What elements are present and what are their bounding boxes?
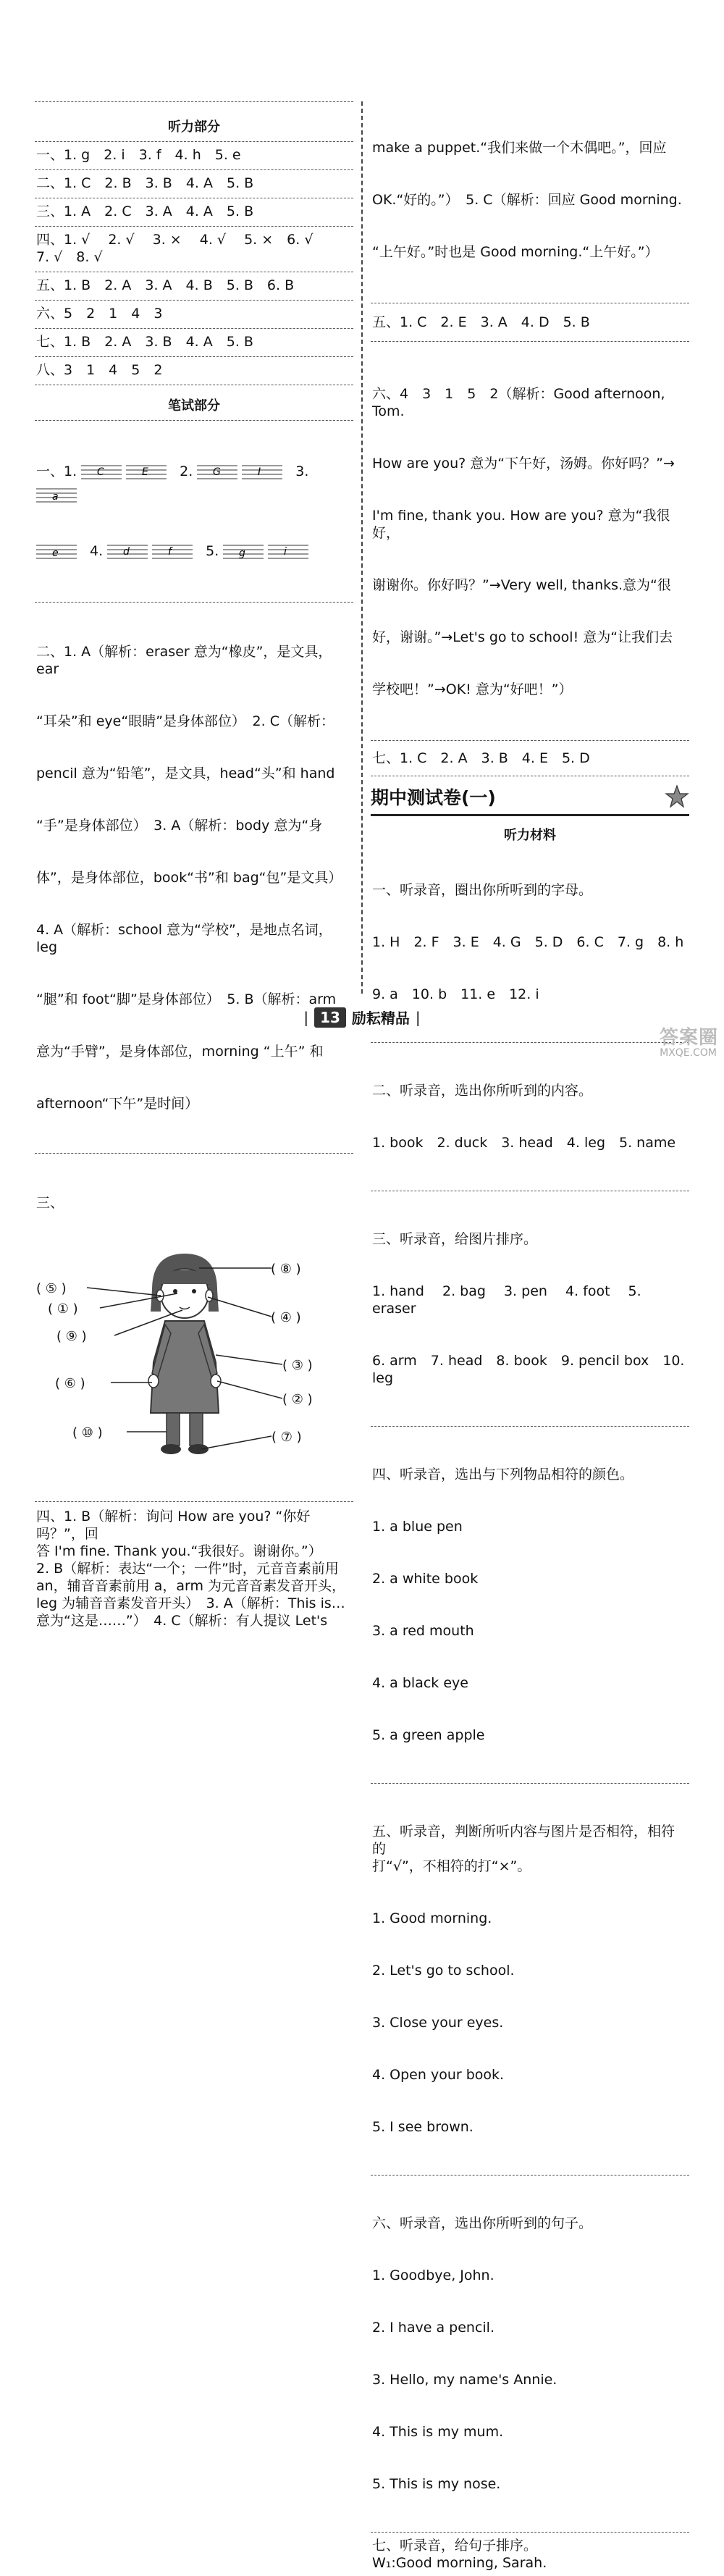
answer-line: leg 为辅音音素发音开头） 3. A（解析：This is…	[36, 1595, 345, 1611]
material-section	[371, 2533, 689, 2576]
answer-row: 七、1. B 2. A 3. B 4. A 5. B	[35, 329, 353, 357]
answer-line: 好，谢谢。”→Let's go to school! 意为“让我们去	[372, 629, 673, 645]
listening-title: 听力部分	[168, 119, 220, 135]
section-line: 1. book 2. duck 3. head 4. leg 5. name	[372, 1135, 676, 1151]
figure-label: ( ⑩ )	[72, 1425, 103, 1440]
answer-line: I'm fine, thank you. How are you? 意为“我很好，	[372, 508, 670, 541]
answer-row: 四、1. √ 2. √ 3. × 4. √ 5. × 6. √ 7. √ 8. √	[35, 227, 353, 272]
exam-title-bar	[371, 776, 689, 816]
column-divider	[361, 101, 363, 994]
figure-label: ( ⑤ )	[36, 1281, 67, 1296]
four-line-grid	[242, 463, 282, 480]
answer-line: How are you? 意为“下午好，汤姆。你好吗？”→	[372, 456, 675, 471]
material-section	[371, 1784, 689, 2176]
four-line-grid	[268, 542, 308, 560]
grid-letter: e	[52, 547, 59, 559]
section-heading: 二、听录音，选出你所听到的内容。	[372, 1083, 593, 1099]
figure-label: ( ① )	[48, 1301, 78, 1317]
answer-line: afternoon“下午”是时间）	[36, 1096, 199, 1112]
section-line: 1. Good morning.	[372, 1910, 492, 1926]
figure-label: ( ③ )	[282, 1358, 313, 1373]
figure-label: ( ② )	[282, 1392, 313, 1407]
answer-line: 意为“手臂”，是身体部位，morning “上午” 和	[36, 1044, 324, 1060]
grid-letter: a	[52, 491, 59, 503]
figure-label: ( ⑥ )	[55, 1376, 85, 1391]
grid-letter: C	[97, 466, 104, 478]
section-line: 5. I see brown.	[372, 2119, 473, 2135]
grid-letter: f	[168, 546, 172, 558]
four-line-grid	[36, 542, 77, 560]
grid-letter: d	[123, 546, 130, 558]
grid-letter: i	[284, 546, 287, 558]
answer-row: 六、5 2 1 4 3	[35, 301, 353, 329]
answer-line: “耳朵”和 eye“眼睛”是身体部位） 2. C（解析：	[36, 713, 334, 729]
answer-row: 三、1. A 2. C 3. A 4. A 5. B	[35, 198, 353, 227]
q1-number: 5.	[206, 543, 219, 559]
four-line-grid	[107, 542, 148, 560]
grid-letter: I	[258, 466, 261, 478]
page-number: 13	[314, 1007, 346, 1028]
section-line: 1. a blue pen	[372, 1519, 463, 1535]
section-line: 1. H 2. F 3. E 4. G 5. D 6. C 7. g 8. h	[372, 934, 684, 950]
section-line: 2. a white book	[372, 1571, 479, 1587]
answer-line: 2. B（解析：表达“一个；一件”时，元音音素前用	[36, 1561, 339, 1577]
section-line: 5. This is my nose.	[372, 2476, 501, 2492]
answer-row: 二、1. C 2. B 3. B 4. A 5. B	[35, 170, 353, 198]
section-line: 2. I have a pencil.	[372, 2320, 494, 2336]
grid-letter: G	[213, 466, 222, 478]
answer-line: 体”，是身体部位，book“书”和 bag“包”是文具）	[36, 870, 342, 886]
q1-number: 4.	[90, 543, 104, 559]
footer-bar: | 13 励耘精品 |	[303, 1007, 420, 1028]
written-q4-answer	[35, 1502, 353, 1635]
answer-line: 六、4 3 1 5 2（解析：Good afternoon, Tom.	[372, 386, 670, 419]
material-section	[371, 1427, 689, 1784]
four-line-grid	[152, 542, 193, 560]
answer-line: 二、1. A（解析：eraser 意为“橡皮”，是文具，ear	[36, 644, 332, 677]
answer-line: 4. A（解析：school 意为“学校”，是地点名词，leg	[36, 922, 332, 955]
section-heading: 六、听录音，选出你所听到的句子。	[372, 2215, 593, 2231]
section-line: 4. Open your book.	[372, 2067, 505, 2083]
four-line-grid	[126, 463, 167, 480]
answer-line: an，辅音音素前用 a，arm 为元音音素发音开头，	[36, 1578, 346, 1594]
right-column	[371, 101, 689, 2576]
writing-lines-answer	[35, 420, 353, 603]
answer-line: “上午好。”时也是 Good morning.“上午好。”）	[372, 244, 659, 260]
section-line: 3. Close your eyes.	[372, 2015, 504, 2031]
answer-line: 四、1. B（解析：询问 How are you? “你好吗？”，回	[36, 1509, 311, 1542]
section-line: 4. a black eye	[372, 1675, 468, 1691]
answer-line: 谢谢你。你好吗？”→Very well, thanks.意为“很	[372, 577, 671, 593]
section-heading: 三、听录音，给图片排序。	[372, 1231, 538, 1247]
figure-label: ( ⑨ )	[56, 1329, 87, 1344]
section-line: 1. hand 2. bag 3. pen 4. foot 5. eraser	[372, 1283, 646, 1317]
answer-line: make a puppet.“我们来做一个木偶吧。”，回应	[372, 140, 667, 156]
section-line: 4. This is my mum.	[372, 2424, 504, 2440]
section-line: 6. arm 7. head 8. book 9. pencil box 10. leg	[372, 1353, 689, 1386]
section-heading: 五、听录音，判断所听内容与图片是否相符，相符的 打“√”，不相符的打“×”。	[372, 1824, 675, 1874]
section-line: 9. a 10. b 11. e 12. i	[372, 986, 539, 1002]
material-section	[371, 1043, 689, 1191]
q1-number: 2.	[180, 463, 193, 479]
section-line: 2. Let's go to school.	[372, 1963, 515, 1979]
section-heading: 一、听录音，圈出你所听到的字母。	[372, 882, 593, 898]
four-line-grid	[197, 463, 237, 480]
four-line-grid	[81, 463, 122, 480]
figure-label: ( ⑦ )	[272, 1430, 302, 1445]
written-title: 笔试部分	[168, 398, 220, 414]
answer-line: 意为“这是……”） 4. C（解析：有人提议 Let's	[36, 1613, 328, 1629]
material-title: 听力材料	[504, 828, 556, 843]
star-icon	[665, 784, 689, 809]
section-heading: 七、听录音，给句子排序。	[372, 2538, 538, 2554]
grid-letter: g	[239, 547, 246, 559]
section-heading: 四、听录音，选出与下列物品相符的颜色。	[372, 1467, 634, 1482]
material-section	[371, 1191, 689, 1427]
q1-number: 一、1.	[36, 463, 77, 479]
brand-name: 励耘精品	[351, 1010, 410, 1027]
section-line: 1. Goodbye, John.	[372, 2267, 494, 2283]
figure-label: ( ⑧ )	[271, 1262, 301, 1277]
continued-answer	[371, 101, 689, 303]
answer-row: 八、3 1 4 5 2	[35, 357, 353, 385]
answer-row: 五、1. B 2. A 3. A 4. B 5. B 6. B	[35, 272, 353, 301]
material-section	[371, 2176, 689, 2533]
listening-answers	[35, 141, 353, 385]
section-line: 3. Hello, my name's Annie.	[372, 2372, 557, 2388]
grid-letter: E	[142, 466, 148, 478]
answer-line: 答 I'm fine. Thank you.“我很好。谢谢你。”）	[36, 1543, 322, 1559]
answer-row: 五、1. C 2. E 3. A 4. D 5. B	[371, 303, 689, 342]
four-line-grid	[36, 486, 77, 503]
figure-label: ( ④ )	[271, 1310, 301, 1325]
answer-row: 七、1. C 2. A 3. B 4. E 5. D	[371, 741, 689, 776]
answer-line: pencil 意为“铅笔”，是文具，head“头”和 hand	[36, 765, 335, 781]
four-line-grid	[223, 542, 264, 560]
answer-row: 一、1. g 2. i 3. f 4. h 5. e	[35, 141, 353, 170]
section-line: 3. a red mouth	[372, 1623, 474, 1639]
q3-label: 三、	[36, 1195, 64, 1211]
left-column	[35, 101, 353, 1635]
girl-body-parts-figure	[36, 1246, 352, 1464]
section-line: 5. a green apple	[372, 1727, 485, 1743]
page-footer	[0, 1007, 724, 1028]
written-q2-answer	[35, 603, 353, 1154]
written-q3-answer	[35, 1154, 353, 1502]
watermark-site: MXQE.COM	[660, 1047, 717, 1059]
q1-number: 3.	[295, 463, 309, 479]
section-line: W₁:Good morning, Sarah.	[372, 2555, 547, 2571]
answer-line: 学校吧！”→OK! 意为“好吧！”）	[372, 681, 573, 697]
answer-line: “手”是身体部位） 3. A（解析：body 意为“身	[36, 818, 323, 834]
exam-title: 期中测试卷(一)	[371, 787, 496, 808]
answer-row-six	[371, 342, 689, 741]
watermark-logo: 答案圈	[659, 1027, 718, 1049]
answer-line: “腿”和 foot“脚”是身体部位） 5. B（解析：arm	[36, 991, 337, 1007]
answer-line: OK.“好的。”） 5. C（解析：回应 Good morning.	[372, 192, 682, 208]
